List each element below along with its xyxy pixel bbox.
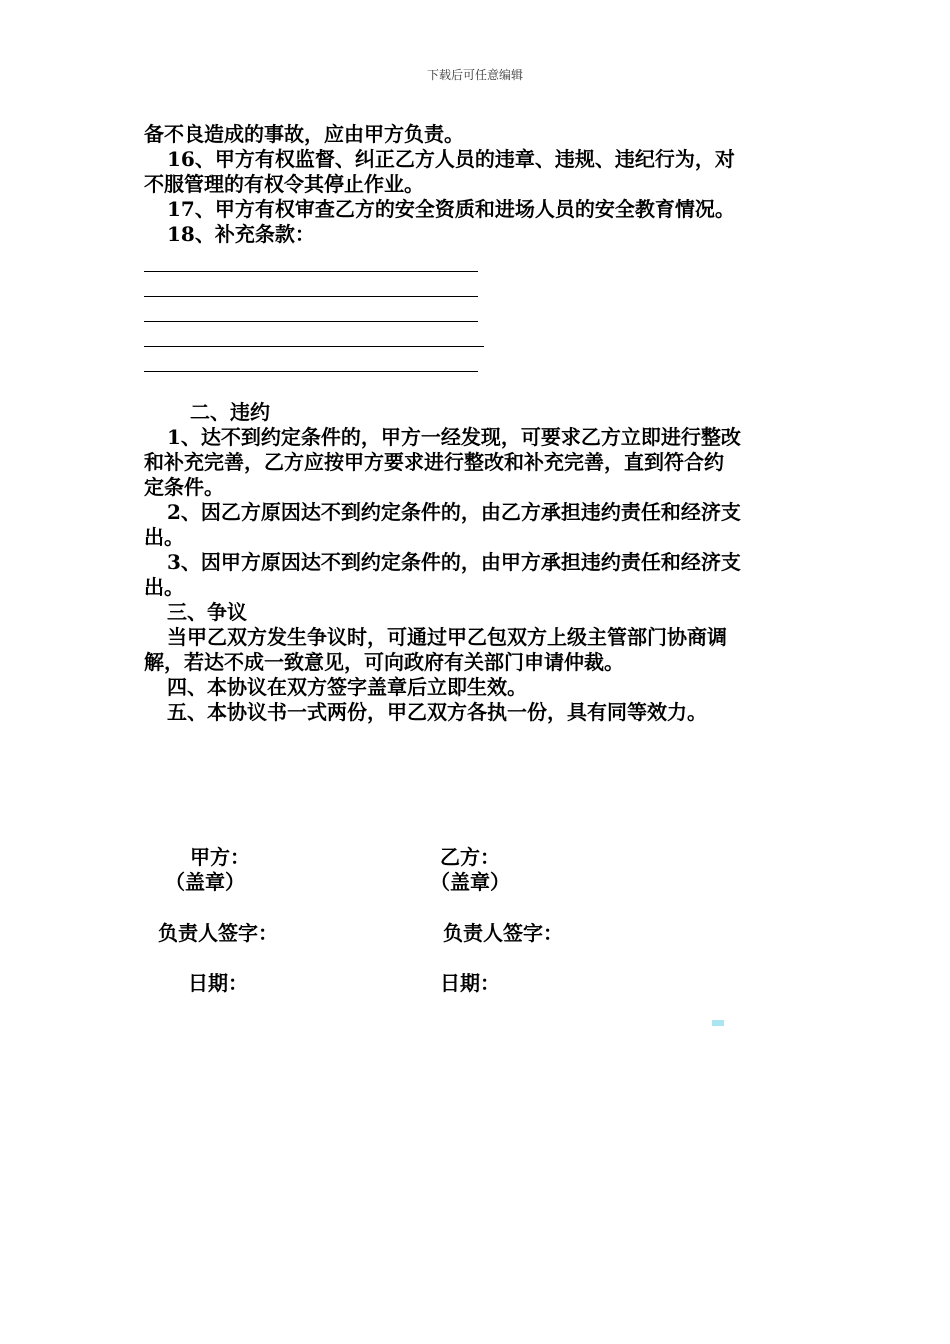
supplementary-blank-lines bbox=[144, 271, 809, 372]
clause-17: 17、甲方有权审查乙方的安全资质和进场人员的安全教育情况。 bbox=[167, 197, 735, 221]
party-b-seal: （盖章） bbox=[430, 870, 510, 894]
breach-clause-1-line-3: 定条件。 bbox=[144, 475, 224, 499]
page-header: 下载后可任意编辑 bbox=[426, 68, 523, 82]
party-a-date-label: 日期： bbox=[188, 971, 248, 995]
breach-clause-1-line-1: 1、达不到约定条件的，甲方一经发现，可要求乙方立即进行整改 bbox=[167, 425, 741, 449]
blank-line[interactable] bbox=[144, 371, 478, 372]
breach-clause-3-line-1: 3、因甲方原因达不到约定条件的，由甲方承担违约责任和经济支 bbox=[167, 550, 741, 574]
party-b-label: 乙方： bbox=[440, 845, 500, 869]
breach-clause-2-line-1: 2、因乙方原因达不到约定条件的，由乙方承担违约责任和经济支 bbox=[167, 500, 741, 524]
dispute-text-line-2: 解，若达不成一致意见，可向政府有关部门申请仲裁。 bbox=[144, 650, 624, 674]
party-a-signature-label: 负责人签字： bbox=[158, 921, 278, 945]
breach-clause-1-line-2: 和补充完善，乙方应按甲方要求进行整改和补充完善，直到符合约 bbox=[144, 450, 724, 474]
party-a-seal: （盖章） bbox=[165, 870, 245, 894]
continuation-line: 备不良造成的事故，应由甲方负责。 bbox=[144, 122, 464, 146]
document-body bbox=[144, 122, 809, 725]
blank-line[interactable] bbox=[144, 296, 478, 297]
blank-line[interactable] bbox=[144, 346, 484, 347]
party-b-signature-label: 负责人签字： bbox=[443, 921, 563, 945]
section-3-title: 三、争议 bbox=[167, 600, 247, 624]
section-4: 四、本协议在双方签字盖章后立即生效。 bbox=[167, 675, 527, 699]
breach-clause-2-line-2: 出。 bbox=[144, 525, 184, 549]
party-b-date-label: 日期： bbox=[440, 971, 500, 995]
highlight-marker bbox=[712, 1020, 724, 1026]
blank-line[interactable] bbox=[144, 271, 478, 272]
dispute-text-line-1: 当甲乙双方发生争议时，可通过甲乙包双方上级主管部门协商调 bbox=[167, 625, 727, 649]
breach-clause-3-line-2: 出。 bbox=[144, 575, 184, 599]
party-a-label: 甲方： bbox=[190, 845, 250, 869]
clause-16-line-2: 不服管理的有权令其停止作业。 bbox=[144, 172, 424, 196]
clause-16-line-1: 16、甲方有权监督、纠正乙方人员的违章、违规、违纪行为，对 bbox=[167, 147, 735, 171]
section-2-title: 二、违约 bbox=[190, 400, 270, 424]
section-5: 五、本协议书一式两份，甲乙双方各执一份，具有同等效力。 bbox=[167, 700, 707, 724]
blank-line[interactable] bbox=[144, 321, 478, 322]
clause-18: 18、补充条款： bbox=[167, 222, 315, 246]
